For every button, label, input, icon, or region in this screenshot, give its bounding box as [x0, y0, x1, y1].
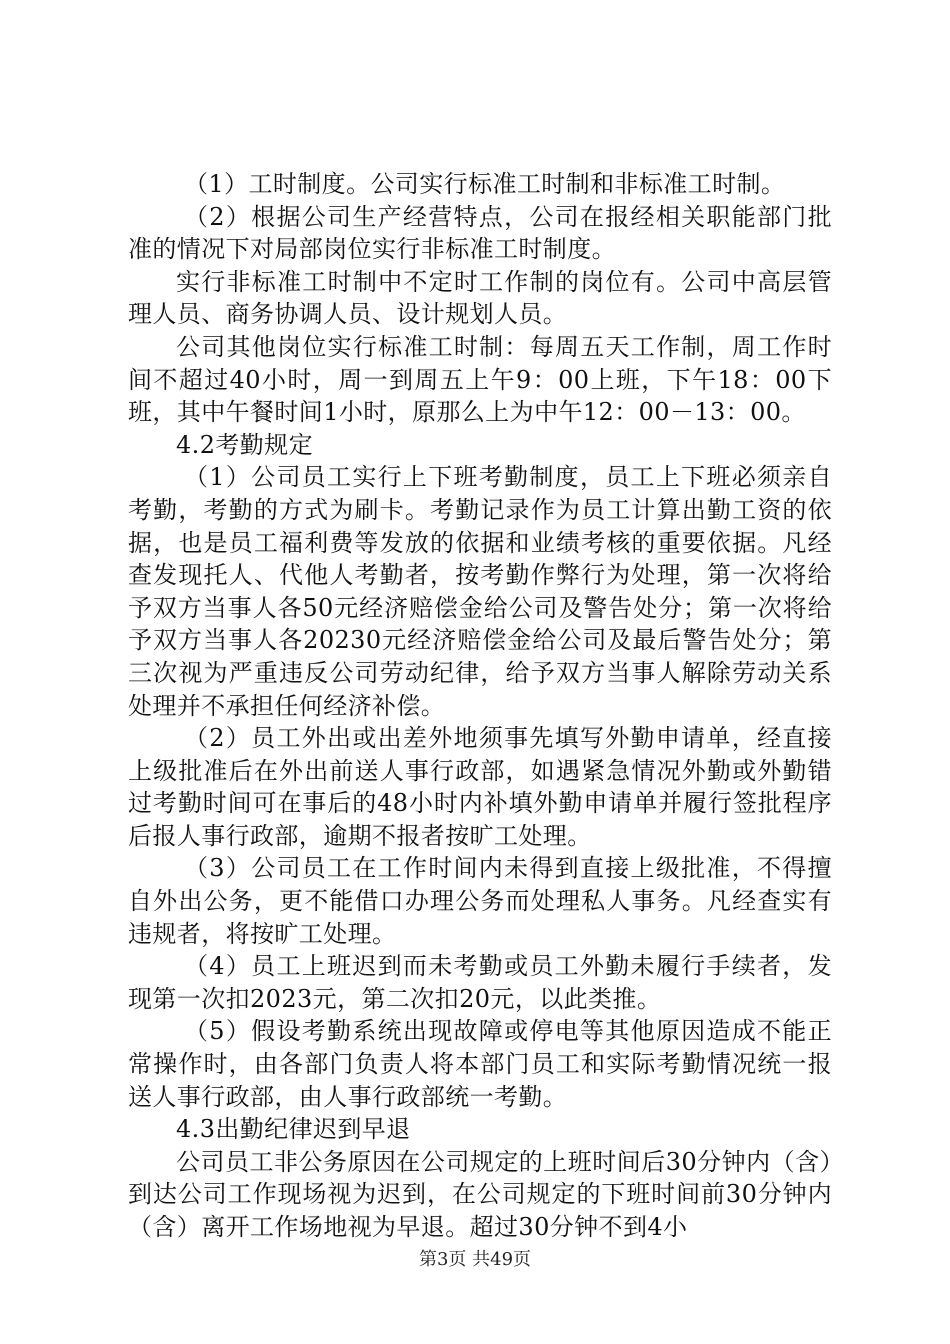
- paragraph-attendance-rule-1: （1）公司员工实行上下班考勤制度，员工上下班必须亲自考勤，考勤的方式为刷卡。考勤记录作为员工计算出勤工资的依据，也是员工福利费等发放的依据和业绩考核的重要依据。凡经查发现托人、代他人考勤者，按考勤作弊行为处理，第一次将给予双方当事人各50元经济赔偿金给公司及警告处分；第一次将给予双方当事人各20230元经济赔偿金给公司及最后警告处分；第三次视为严重违反公司劳动纪律，给予双方当事人解除劳动关系处理并不承担任何经济补偿。: [128, 463, 832, 720]
- section-heading-lateness: 4.3出勤纪律迟到早退: [176, 1115, 411, 1144]
- paragraph-attendance-rule-5: （5）假设考勤系统出现故障或停电等其他原因造成不能正常操作时，由各部门负责人将本部门员工和实际考勤情况统一报送人事行政部，由人事行政部统一考勤。: [128, 1017, 832, 1111]
- paragraph-work-hours: （1）工时制度。公司实行标准工时制和非标准工时制。: [184, 170, 786, 198]
- paragraph-attendance-rule-4: （4）员工上班迟到而未考勤或员工外勤未履行手续者，发现第一次扣2023元，第二次扣20元，以此类推。: [128, 952, 832, 1013]
- section-heading-attendance-rules: 4.2考勤规定: [176, 430, 313, 459]
- paragraph-nonstandard-hours: （2）根据公司生产经营特点，公司在报经相关职能部门批准的情况下对局部岗位实行非标准工时制度。: [128, 202, 832, 264]
- paragraph-attendance-rule-2: （2）员工外出或出差外地须事先填写外勤申请单，经直接上级批准后在外出前送人事行政部，如遇紧急情况外勤或外勤错过考勤时间可在事后的48小时内补填外勤申请单并履行签批程序后报人事行政部，逾期不报者按旷工处理。: [128, 724, 832, 850]
- paragraph-flexible-positions: 实行非标准工时制中不定时工作制的岗位有。公司中高层管理人员、商务协调人员、设计规划人员。: [128, 267, 832, 329]
- page-number-footer: 第3页 共49页: [418, 1249, 532, 1270]
- paragraph-standard-schedule: 公司其他岗位实行标准工时制：每周五天工作制，周工作时间不超过40小时，周一到周五上午9：00上班，下午18：00下班，其中午餐时间1小时，原那么上为中午12：00－13：00。: [128, 332, 832, 427]
- document-body: [128, 168, 832, 1244]
- paragraph-lateness-definition: 公司员工非公务原因在公司规定的上班时间后30分钟内（含）到达公司工作现场视为迟到，在公司规定的下班时间前30分钟内（含）离开工作场地视为早退。超过30分钟不到4小: [128, 1147, 832, 1241]
- paragraph-attendance-rule-3: （3）公司员工在工作时间内未得到直接上级批准，不得擅自外出公务，更不能借口办理公务而处理私人事务。凡经查实有违规者，将按旷工处理。: [128, 854, 832, 948]
